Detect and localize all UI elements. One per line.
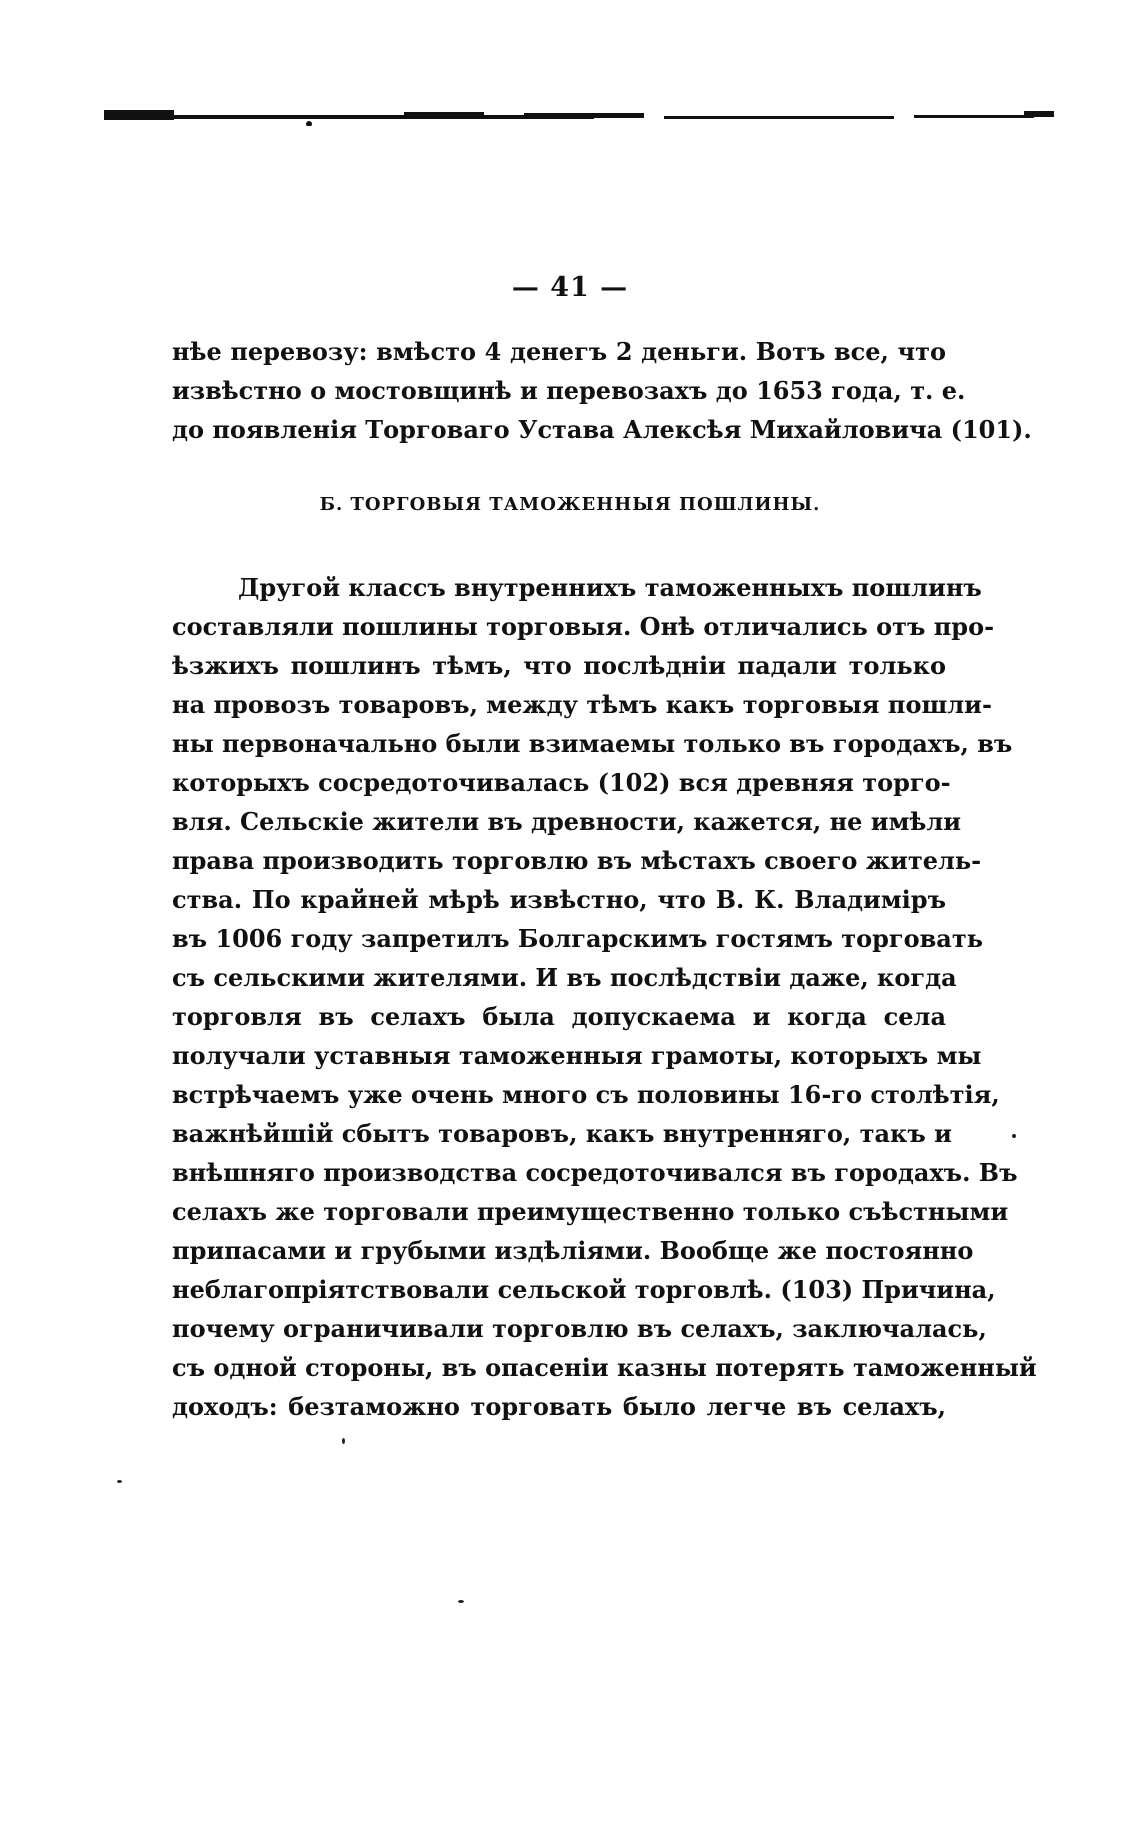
text-line: неблагопріятствовали сельской торговлѣ. (103) Причина, xyxy=(172,1275,996,1304)
text-line: доходъ: безтаможно торговать было легче въ селахъ, xyxy=(172,1392,946,1421)
text-line: торговля въ селахъ была допускаема и когда села xyxy=(172,1002,946,1031)
text-line: ны первоначально были взимаемы только въ городахъ, въ xyxy=(172,729,1013,758)
text-line: въ 1006 году запретилъ Болгарскимъ гостямъ торговать xyxy=(172,924,984,953)
text-line: права производить торговлю въ мѣстахъ своего житель- xyxy=(172,846,982,875)
text-line: припасами и грубыми издѣліями. Вообще же постоянно xyxy=(172,1236,974,1265)
text-line: получали уставныя таможенныя грамоты, которыхъ мы xyxy=(172,1041,982,1070)
section-heading: Б. ТОРГОВЫЯ ТАМОЖЕННЫЯ ПОШЛИНЫ. xyxy=(319,494,821,515)
text-line: внѣшняго производства сосредоточивался въ городахъ. Въ xyxy=(172,1158,1018,1187)
scan-speck xyxy=(342,1438,345,1444)
scan-top-rule xyxy=(104,106,1054,126)
text-line: до появленія Торговаго Устава Алексѣя Михайловича (101). xyxy=(172,415,1032,444)
scan-speck xyxy=(1012,1134,1016,1138)
text-line: встрѣчаемъ уже очень много съ половины 16-го столѣтія, xyxy=(172,1080,1000,1109)
scan-speck xyxy=(458,1600,464,1603)
text-line: которыхъ сосредоточивалась (102) вся древняя торго- xyxy=(172,768,951,797)
text-line: составляли пошлины торговыя. Онѣ отличались отъ про- xyxy=(172,612,995,641)
text-line: важнѣйшій сбытъ товаровъ, какъ внутренняго, такъ и xyxy=(172,1119,952,1148)
text-line: съ одной стороны, въ опасеніи казны потерять таможенный xyxy=(172,1353,1037,1382)
text-line: вля. Сельскіе жители въ древности, кажется, не имѣли xyxy=(172,807,962,836)
text-line: на провозъ товаровъ, между тѣмъ какъ торговыя пошли- xyxy=(172,690,992,719)
body-paragraph xyxy=(172,568,1037,1426)
text-line: ства. По крайней мѣрѣ извѣстно, что В. К. Владиміръ xyxy=(172,885,946,914)
intro-paragraph xyxy=(172,332,1032,449)
text-line: нѣе перевозу: вмѣсто 4 денегъ 2 деньги. Вотъ все, что xyxy=(172,337,946,366)
text-line: ѣзжихъ пошлинъ тѣмъ, что послѣдніи падали только xyxy=(172,651,946,680)
text-line: извѣстно о мостовщинѣ и перевозахъ до 1653 года, т. е. xyxy=(172,376,966,405)
page-number: — 41 — xyxy=(511,272,629,303)
text-line: почему ограничивали торговлю въ селахъ, заключалась, xyxy=(172,1314,987,1343)
text-line: селахъ же торговали преимущественно только съѣстными xyxy=(172,1197,1009,1226)
scan-speck xyxy=(117,1480,122,1483)
text-line: съ сельскими жителями. И въ послѣдствіи даже, когда xyxy=(172,963,957,992)
text-line: Другой классъ внутреннихъ таможенныхъ пошлинъ xyxy=(238,573,982,602)
